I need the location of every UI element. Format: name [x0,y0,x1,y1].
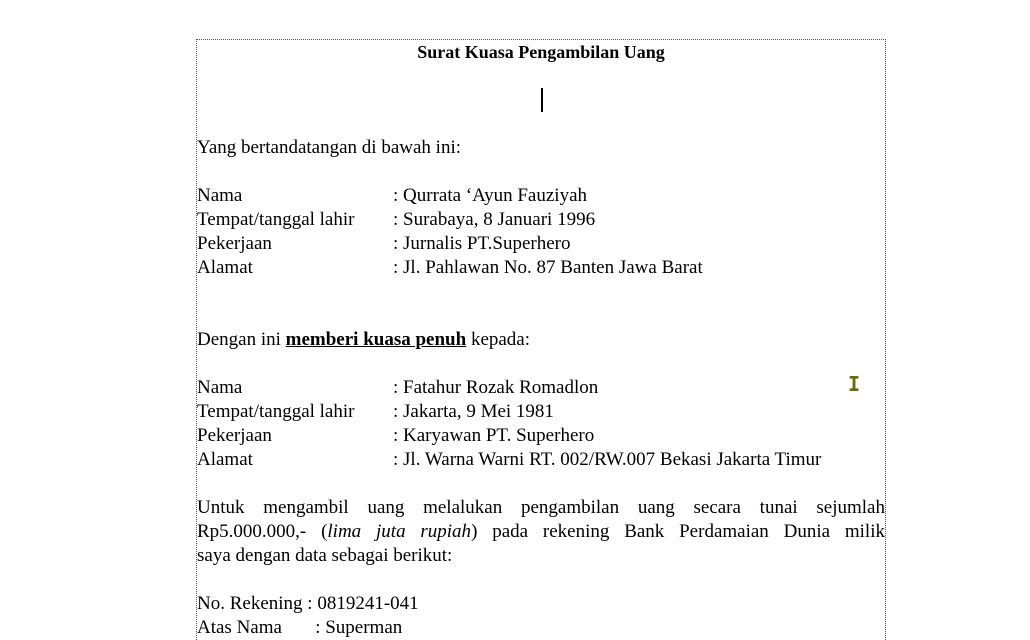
purpose-line-2 [197,520,885,544]
delegation-suffix: kepada: [466,329,531,350]
grantor-job-label: Pekerjaan [197,233,272,254]
grantor-address-label: Alamat [197,257,253,278]
delegation-prefix: Dengan ini [197,329,286,350]
grantor-job-value: : Jurnalis PT.Superhero [393,233,571,254]
grantee-name-label: Nama [197,377,243,398]
purpose-paragraph [197,496,885,568]
delegation-emphasis: memberi kuasa penuh [285,329,467,350]
delegation-line [197,328,530,352]
purpose-amount: Rp5.000.000,- ( [197,521,328,542]
mouse-ibeam-icon: I [848,372,861,396]
purpose-line-3: saya dengan data sebagai berikut: [197,545,453,566]
grantor-name-label: Nama [197,185,243,206]
purpose-bank: ) pada rekening Bank Perdamaian Dunia milik [471,521,885,542]
grantor-address-value: : Jl. Pahlawan No. 87 Banten Jawa Barat [393,257,703,278]
grantee-address-value: : Jl. Warna Warni RT. 002/RW.007 Bekasi Jakarta Timur [393,449,822,470]
account-number: No. Rekening : 0819241-041 [197,593,419,614]
purpose-line-1: Untuk mengambil uang melalukan pengambilan uang secara tunai sejumlah [197,497,885,518]
document-title: Surat Kuasa Pengambilan Uang [417,42,665,62]
grantee-job-label: Pekerjaan [197,425,272,446]
grantee-address-label: Alamat [197,449,253,470]
grantee-birth-label: Tempat/tanggal lahir [197,401,355,422]
text-cursor [541,88,543,112]
account-holder: Atas Nama : Superman [197,617,403,638]
purpose-amount-words: lima juta rupiah [327,521,472,542]
intro-text: Yang bertandatangan di bawah ini: [197,137,462,158]
grantor-birth-value: : Surabaya, 8 Januari 1996 [393,209,596,230]
grantee-name-value: : Fatahur Rozak Romadlon [393,377,599,398]
grantee-birth-value: : Jakarta, 9 Mei 1981 [393,401,554,422]
grantee-job-value: : Karyawan PT. Superhero [393,425,595,446]
grantor-birth-label: Tempat/tanggal lahir [197,209,355,230]
document-page[interactable] [196,39,886,640]
grantor-name-value: : Qurrata ‘Ayun Fauziyah [393,185,587,206]
